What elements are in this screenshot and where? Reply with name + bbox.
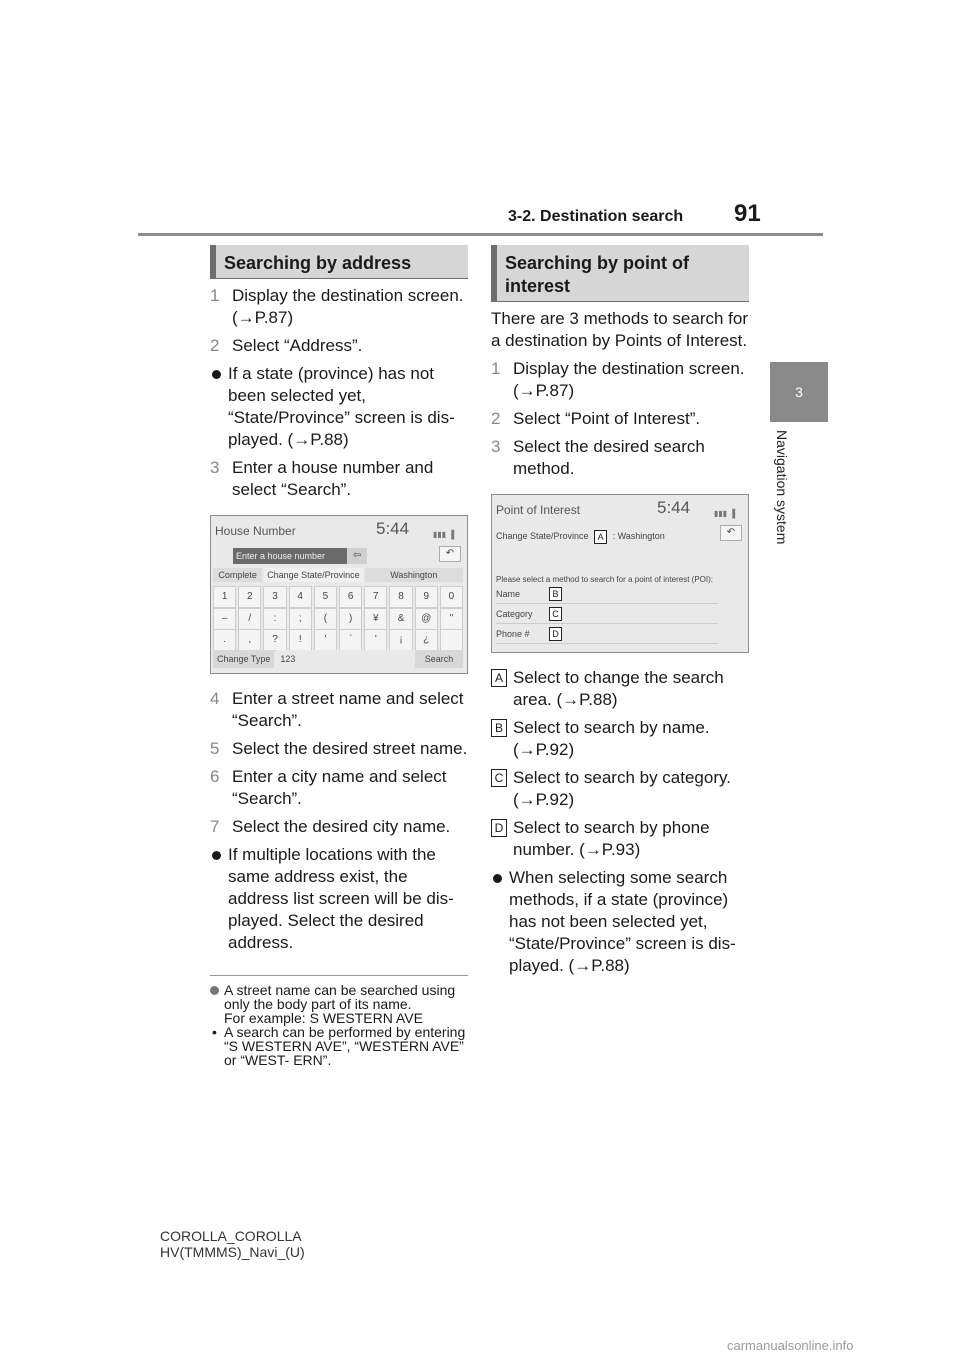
legend-letter: B [491, 719, 507, 737]
callout-c: C [549, 607, 562, 621]
right-column [491, 308, 753, 983]
step-item [210, 335, 472, 357]
step-text: Select the desired street name. [232, 739, 468, 758]
key[interactable]: 9 [415, 586, 438, 608]
key-row-1 [213, 586, 465, 608]
step-number: 2 [210, 336, 220, 355]
screen-title: House Number [215, 524, 296, 538]
search-by-name-row[interactable] [496, 585, 718, 604]
screen-clock: 5:44 [376, 519, 410, 538]
key[interactable]: @ [415, 608, 438, 630]
footer-line-1: COROLLA_COROLLA [160, 1228, 302, 1244]
key[interactable]: 0 [440, 586, 463, 608]
callout-b: B [549, 587, 562, 601]
step-number: 7 [210, 817, 220, 836]
note-bullet [210, 983, 470, 1025]
key-row-2 [213, 608, 465, 630]
heading-searching-by-address: Searching by address [210, 245, 468, 279]
note-text: A street name can be searched using only the body part of its name. [224, 982, 456, 1012]
legend-letter: D [491, 819, 507, 837]
bullet-note: If a state (province) has not been selected yet, “State/Province” screen is dis- played. (→P.88) [210, 363, 472, 451]
step-number: 6 [210, 767, 220, 786]
key[interactable]: ? [263, 629, 286, 651]
step-text: Select “Address”. [232, 336, 363, 355]
key[interactable]: – [213, 608, 236, 630]
step-number: 5 [210, 739, 220, 758]
left-column [210, 285, 472, 960]
note-dash: • A search can be performed by entering “S WESTERN AVE”, “WESTERN AVE” or “WEST- ERN”. [210, 1025, 470, 1067]
legend-text: Select to change the search area. (→P.88) [513, 668, 724, 709]
step-number: 3 [491, 437, 501, 456]
page-number: 91 [734, 200, 761, 227]
legend-letter: C [491, 769, 507, 787]
screen-bottom-bar [213, 650, 465, 668]
step-item [210, 688, 472, 732]
house-number-screen [210, 515, 468, 674]
legend-item [491, 817, 753, 861]
key-row-3 [213, 629, 465, 651]
step-item [210, 816, 472, 838]
step-item [210, 738, 472, 760]
callout-a: A [594, 530, 607, 544]
back-icon[interactable]: ↶ [720, 525, 742, 541]
key[interactable]: ¿ [415, 629, 438, 651]
key[interactable]: ! [289, 629, 312, 651]
key[interactable]: ` [339, 629, 362, 651]
chapter-tab-label: Navigation system [774, 430, 790, 545]
step-number: 1 [491, 359, 501, 378]
state-value: Washington [365, 568, 463, 582]
legend-text: Select to search by name. (→P.92) [513, 718, 710, 759]
legend-text: Select to search by category. (→P.92) [513, 768, 731, 809]
step-item [210, 285, 472, 329]
step-text: Display the destination screen. (→P.87) [232, 286, 464, 327]
key[interactable]: 6 [339, 586, 362, 608]
key[interactable]: . [213, 629, 236, 651]
row-label: Category [496, 609, 533, 619]
key[interactable]: & [389, 608, 412, 630]
key[interactable]: 5 [314, 586, 337, 608]
row-label: Name [496, 589, 521, 599]
key[interactable]: 3 [263, 586, 286, 608]
key[interactable]: ' [364, 629, 387, 651]
option-row [213, 568, 465, 582]
key[interactable]: : [263, 608, 286, 630]
step-number: 2 [491, 409, 501, 428]
step-item [491, 408, 753, 430]
step-item [491, 358, 753, 402]
notes-box [210, 983, 470, 1067]
step-text: Select “Point of Interest”. [513, 409, 701, 428]
legend-letter: A [491, 669, 507, 687]
key[interactable]: ( [314, 608, 337, 630]
key[interactable]: ; [289, 608, 312, 630]
step-text: Select the desired city name. [232, 817, 451, 836]
section-title: 3-2. Destination search [508, 208, 684, 225]
key[interactable]: 1 [213, 586, 236, 608]
poi-screen [491, 494, 749, 653]
poi-prompt: Please select a method to search for a point of interest (POI): [496, 575, 713, 584]
step-item [210, 457, 472, 501]
input-mode-label: 123 [276, 650, 413, 668]
heading-searching-by-poi: Searching by point of interest [491, 245, 749, 302]
key[interactable]: ' [314, 629, 337, 651]
note-example: For example: S WESTERN AVE [224, 1010, 423, 1026]
back-icon[interactable]: ↶ [439, 546, 461, 562]
bullet-note: If multiple locations with the same address exist, the address list screen will be dis- played. Select the desired address. [210, 844, 472, 954]
search-by-phone-row[interactable] [496, 625, 718, 644]
house-number-input[interactable]: Enter a house number [233, 548, 348, 564]
chapter-tab: 3 [770, 362, 828, 422]
callout-d: D [549, 627, 562, 641]
key[interactable]: 2 [238, 586, 261, 608]
key[interactable]: , [238, 629, 261, 651]
key[interactable]: 4 [289, 586, 312, 608]
legend-item [491, 667, 753, 711]
change-type-button[interactable]: Change Type [213, 650, 274, 668]
key[interactable]: 7 [364, 586, 387, 608]
step-text: Display the destination screen. (→P.87) [513, 359, 745, 400]
step-item [491, 436, 753, 480]
state-value: : Washington [612, 531, 665, 541]
legend-item [491, 767, 753, 811]
legend-item [491, 717, 753, 761]
step-number: 3 [210, 458, 220, 477]
screen-title: Point of Interest [496, 503, 581, 517]
step-number: 1 [210, 286, 220, 305]
search-by-category-row[interactable] [496, 605, 718, 624]
change-state-label[interactable]: Change State/Province [496, 531, 589, 541]
bullet-note: When selecting some search methods, if a state (province) has not been selected yet, “State/Province” screen is dis- played. (→P.88) [491, 867, 753, 977]
key[interactable]: " [440, 608, 463, 630]
backspace-icon[interactable]: ⇦ [347, 548, 367, 564]
step-text: Enter a house number and select “Search”. [232, 458, 434, 499]
header-rule [138, 233, 823, 236]
step-text: Enter a city name and select “Search”. [232, 767, 447, 808]
step-text: Select the desired search method. [513, 437, 705, 478]
key[interactable]: ) [339, 608, 362, 630]
watermark: carmanualsonline.info [727, 1338, 854, 1353]
key[interactable]: ¥ [364, 608, 387, 630]
signal-icon: ▮▮▮ ▐ [714, 509, 736, 518]
change-state-button[interactable]: Change State/Province [264, 568, 362, 582]
footer-line-2: HV(TMMMS)_Navi_(U) [160, 1244, 305, 1260]
step-number: 4 [210, 689, 220, 708]
footer [160, 1228, 305, 1260]
key[interactable] [440, 629, 463, 651]
notes-rule [210, 975, 468, 976]
change-area-row[interactable] [496, 525, 665, 547]
legend-text: Select to search by phone number. (→P.93) [513, 818, 710, 859]
row-label: Phone # [496, 629, 530, 639]
intro-text: There are 3 methods to search for a destination by Points of Interest. [491, 309, 749, 350]
key[interactable]: ¡ [389, 629, 412, 651]
key[interactable]: / [238, 608, 261, 630]
search-button[interactable]: Search [415, 650, 463, 668]
screen-clock: 5:44 [657, 498, 691, 517]
signal-icon: ▮▮▮ ▐ [433, 530, 455, 539]
complete-button[interactable]: Complete [213, 568, 262, 582]
step-text: Enter a street name and select “Search”. [232, 689, 464, 730]
step-item [210, 766, 472, 810]
key[interactable]: 8 [389, 586, 412, 608]
